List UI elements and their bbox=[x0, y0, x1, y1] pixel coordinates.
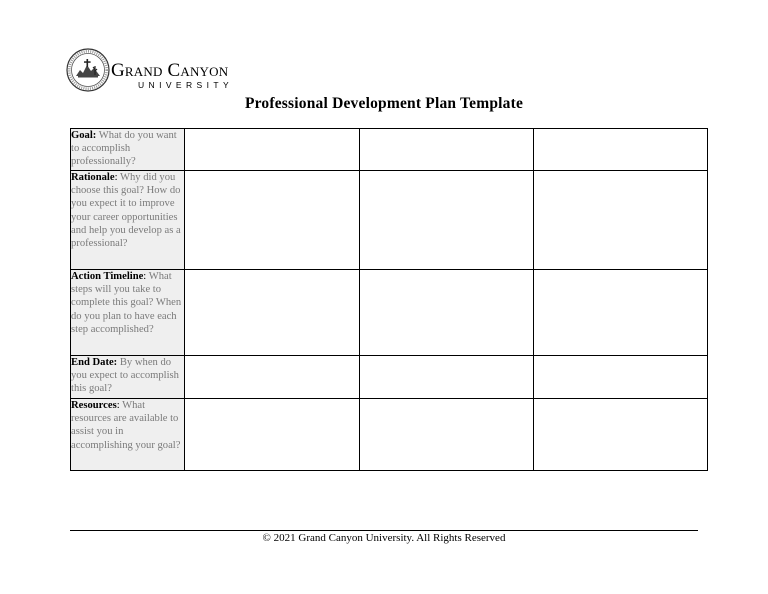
table-cell[interactable] bbox=[360, 129, 534, 171]
row-label-end-date bbox=[71, 356, 185, 399]
table-cell[interactable] bbox=[185, 171, 360, 270]
table-row bbox=[71, 171, 708, 270]
row-description: What resources are available to assist you in accomplishing your goal? bbox=[71, 400, 181, 451]
row-description: By when do you expect to accomplish this goal? bbox=[71, 357, 179, 395]
row-label: Rationale bbox=[71, 172, 115, 183]
document-title: Professional Development Plan Template bbox=[244, 95, 524, 112]
table-row bbox=[71, 270, 708, 356]
table-cell[interactable] bbox=[534, 270, 708, 356]
table-row bbox=[71, 356, 708, 399]
row-label-goal bbox=[71, 129, 185, 171]
table-cell[interactable] bbox=[360, 270, 534, 356]
university-seal-icon bbox=[66, 48, 110, 92]
university-logo bbox=[66, 46, 266, 94]
table-cell[interactable] bbox=[534, 399, 708, 471]
footer-divider bbox=[70, 530, 698, 531]
table-cell[interactable] bbox=[360, 356, 534, 399]
row-label-separator: : bbox=[116, 400, 123, 411]
row-description: Why did you choose this goal? How do you expect it to improve your career opportunities and help you develop as a professional? bbox=[71, 172, 181, 250]
row-label-separator: : bbox=[143, 271, 149, 282]
row-label-resources bbox=[71, 399, 185, 471]
footer-copyright: © 2021 Grand Canyon University. All Rights Reserved bbox=[262, 532, 506, 544]
row-label: End Date: bbox=[71, 357, 118, 368]
row-label-action-timeline bbox=[71, 270, 185, 356]
table-cell[interactable] bbox=[360, 171, 534, 270]
table-cell[interactable] bbox=[534, 171, 708, 270]
university-name: Grand Canyon bbox=[111, 60, 229, 81]
table-cell[interactable] bbox=[534, 129, 708, 171]
row-description: What steps will you take to complete this goal? When do you plan to have each step accomplished? bbox=[71, 271, 182, 335]
row-description: What do you want to accomplish professionally? bbox=[71, 130, 177, 168]
table-row bbox=[71, 399, 708, 471]
table-cell[interactable] bbox=[360, 399, 534, 471]
table-cell[interactable] bbox=[534, 356, 708, 399]
row-label-rationale bbox=[71, 171, 185, 270]
plan-table bbox=[70, 128, 708, 471]
row-label: Action Timeline bbox=[71, 271, 144, 282]
row-label: Goal: bbox=[71, 130, 97, 141]
row-label: Resources bbox=[71, 400, 117, 411]
table-cell[interactable] bbox=[185, 270, 360, 356]
table-row bbox=[71, 129, 708, 171]
university-subtitle: UNIVERSITY bbox=[138, 80, 234, 90]
row-label-separator: : bbox=[114, 172, 120, 183]
table-cell[interactable] bbox=[185, 356, 360, 399]
table-cell[interactable] bbox=[185, 129, 360, 171]
table-cell[interactable] bbox=[185, 399, 360, 471]
